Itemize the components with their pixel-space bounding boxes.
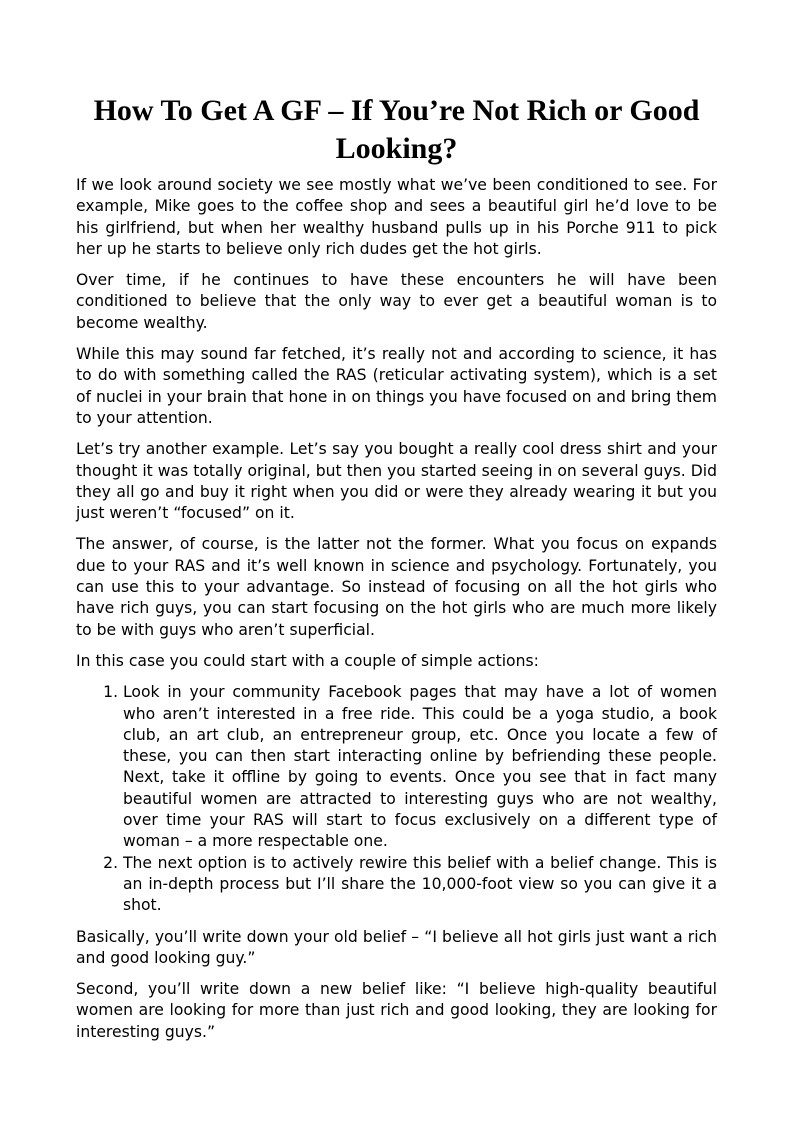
list-item: 1. Look in your community Facebook pages that may have a lot of women who aren’t interested in a free ride. This could be a yoga studio, a book club, an art club, an entrepreneur group, etc. Once you locate a few of these, you can then start interacting online by befriending these people. Next, take it offline by going to events. Once you see that in fact many beautiful women are attracted to interesting guys who are not wealthy, over time your RAS will start to focus exclusively on a different type of woman – a more respectable one. — [123, 682, 717, 852]
paragraph: Over time, if he continues to have these encounters he will have been conditioned to believe that the only way to ever get a beautiful woman is to become wealthy. — [76, 271, 717, 332]
list-item: 2. The next option is to actively rewire this belief with a belief change. This is an in-depth process but I’ll share the 10,000-foot view so you can give it a shot. — [123, 853, 717, 917]
paragraph: Let’s try another example. Let’s say you bought a really cool dress shirt and your thought it was totally original, but then you started seeing in on several guys. Did they all go and buy it right when you did or were they already wearing it but you just weren’t “focused” on it. — [76, 440, 717, 523]
article — [76, 92, 717, 1053]
paragraph: Second, you’ll write down a new belief like: “I believe high-quality beautiful women are looking for more than just rich and good looking, they are looking for interesting guys.” — [76, 980, 717, 1041]
action-list — [76, 682, 717, 916]
paragraph: The answer, of course, is the latter not the former. What you focus on expands due to your RAS and it’s well known in science and psychology. Fortunately, you can use this to your advantage. So instead of focusing on all the hot girls who have rich guys, you can start focusing on the hot girls who are much more likely to be with guys who aren’t superficial. — [76, 535, 717, 639]
paragraph: Basically, you’ll write down your old belief – “I believe all hot girls just want a rich and good looking guy.” — [76, 927, 717, 967]
paragraph: If we look around society we see mostly what we’ve been conditioned to see. For example, Mike goes to the coffee shop and sees a beautiful girl he’d love to be his girlfriend, but when her wealthy husband pulls up in his Porche 911 to pick her up he starts to believe only rich dudes get the hot girls. — [76, 176, 717, 258]
paragraph: In this case you could start with a couple of simple actions: — [76, 651, 539, 670]
paragraph: While this may sound far fetched, it’s really not and according to science, it has to do with something called the RAS (reticular activating system), which is a set of nuclei in your brain that hone in on things you have focused on and bring them to your attention. — [76, 345, 717, 427]
article-title: How To Get A GF – If You’re Not Rich or Good Looking? — [93, 94, 700, 165]
